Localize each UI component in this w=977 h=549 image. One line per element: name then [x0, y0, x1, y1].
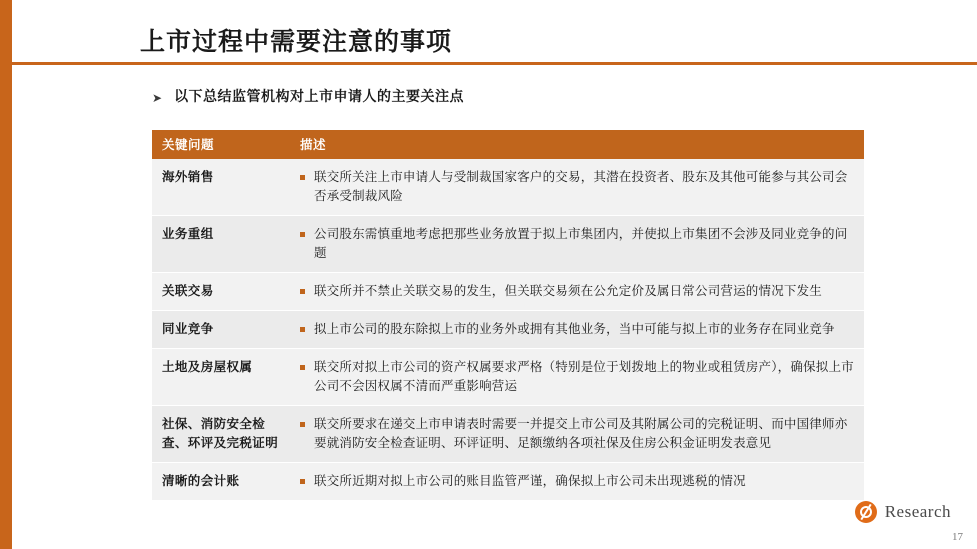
description-text: 公司股东需慎重地考虑把那些业务放置于拟上市集团内，并使拟上市集团不会涉及同业竞争的问题 — [314, 227, 848, 260]
description-text: 联交所对拟上市公司的资产权属要求严格（特别是位于划拨地上的物业或租赁房产），确保拟上市公司不会因权属不清而严重影响营运 — [314, 360, 854, 393]
table-body — [152, 159, 864, 501]
cell-description — [290, 273, 864, 311]
cell-description — [290, 159, 864, 216]
research-magnifier-icon — [855, 501, 877, 523]
square-bullet-icon — [300, 175, 305, 180]
cell-description — [290, 349, 864, 406]
page-title: 上市过程中需要注意的事项 — [140, 29, 453, 56]
description-text: 联交所近期对拟上市公司的账目监管严谨，确保拟上市公司未出现逃税的情况 — [314, 474, 746, 488]
description-text: 联交所并不禁止关联交易的发生，但关联交易须在公允定价及属日常公司营运的情况下发生 — [314, 284, 823, 298]
table-row — [152, 311, 864, 349]
table-row — [152, 273, 864, 311]
key-issues-table-wrapper — [152, 130, 854, 501]
cell-key-issue: 海外销售 — [152, 159, 290, 216]
table-head — [152, 130, 864, 159]
lead-bullet — [152, 89, 464, 107]
page-number: 17 — [952, 531, 963, 543]
description-text: 拟上市公司的股东除拟上市的业务外或拥有其他业务，当中可能与拟上市的业务存在同业竞争 — [314, 322, 835, 336]
table-row — [152, 463, 864, 501]
square-bullet-icon — [300, 479, 305, 484]
arrow-right-icon: ➤ — [152, 91, 163, 105]
table-row — [152, 406, 864, 463]
table-row — [152, 349, 864, 406]
square-bullet-icon — [300, 422, 305, 427]
square-bullet-icon — [300, 365, 305, 370]
square-bullet-icon — [300, 327, 305, 332]
table-row — [152, 216, 864, 273]
cell-description — [290, 311, 864, 349]
square-bullet-icon — [300, 289, 305, 294]
cell-description — [290, 463, 864, 501]
description-text: 联交所关注上市申请人与受制裁国家客户的交易，其潜在投资者、股东及其他可能参与其公司会否承受制裁风险 — [314, 170, 848, 203]
lead-bullet-text: 以下总结监管机构对上市申请人的主要关注点 — [174, 90, 465, 105]
table-header-row — [152, 130, 864, 159]
cell-key-issue: 清晰的会计账 — [152, 463, 290, 501]
key-issues-table — [152, 130, 864, 501]
brand-logo — [855, 501, 951, 523]
left-accent-bar — [0, 0, 12, 549]
cell-key-issue: 同业竞争 — [152, 311, 290, 349]
cell-key-issue: 社保、消防安全检查、环评及完税证明 — [152, 406, 290, 463]
table-row — [152, 159, 864, 216]
cell-description — [290, 216, 864, 273]
brand-label: Research — [884, 502, 951, 521]
square-bullet-icon — [300, 232, 305, 237]
cell-key-issue: 业务重组 — [152, 216, 290, 273]
title-divider — [12, 62, 977, 65]
column-header-key-issue: 关键问题 — [152, 130, 290, 159]
cell-description — [290, 406, 864, 463]
cell-key-issue: 土地及房屋权属 — [152, 349, 290, 406]
column-header-description: 描述 — [290, 130, 864, 159]
cell-key-issue: 关联交易 — [152, 273, 290, 311]
description-text: 联交所要求在递交上市申请表时需要一并提交上市公司及其附属公司的完税证明、而中国律师亦要就消防安全检查证明、环评证明、足额缴纳各项社保及住房公积金证明发表意见 — [314, 417, 848, 450]
